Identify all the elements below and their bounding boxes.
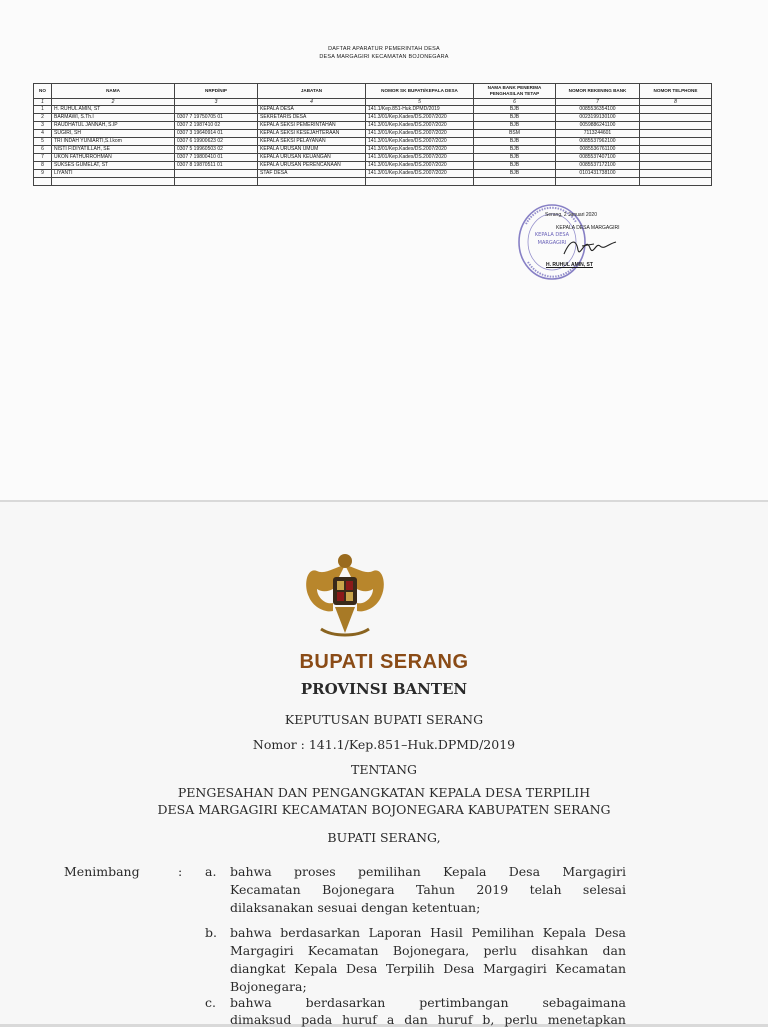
table-cell: STAF DESA xyxy=(258,170,366,178)
table-header-row xyxy=(34,84,712,99)
column-number: 7 xyxy=(556,99,640,106)
table-cell: 0085537407100 xyxy=(556,154,640,162)
table-cell: KEPALA DESA xyxy=(258,106,366,114)
table-row xyxy=(34,114,712,122)
column-header: NOMOR SK BUPATI/KEPALA DESA xyxy=(366,84,474,99)
table-cell xyxy=(640,162,712,170)
table-row-empty xyxy=(34,178,712,186)
table-row xyxy=(34,130,712,138)
menimbang-colon: : xyxy=(178,864,183,879)
table-cell: 2 xyxy=(34,114,52,122)
table-cell xyxy=(640,122,712,130)
table-cell: BJB xyxy=(474,170,556,178)
column-header: NAMA BANK PENERIMA PENGHASILAN TETAP xyxy=(474,84,556,99)
table-cell: KEPALA SEKSI KESEJAHTERAAN xyxy=(258,130,366,138)
column-number: 6 xyxy=(474,99,556,106)
table-cell xyxy=(556,178,640,186)
table-cell xyxy=(258,178,366,186)
table-cell xyxy=(175,178,258,186)
table-cell xyxy=(640,178,712,186)
signature-name: H. RUHUL AMIN, ST xyxy=(546,262,593,268)
table-cell: BJB xyxy=(474,122,556,130)
garuda-emblem-icon xyxy=(295,545,395,645)
table-cell: 9 xyxy=(34,170,52,178)
table-cell: BSM xyxy=(474,130,556,138)
staff-list-page xyxy=(0,0,768,500)
table-cell: 0085536354100 xyxy=(556,106,640,114)
table-cell: 0307 7 19750705 01 xyxy=(175,114,258,122)
table-cell: 0307 5 19960503 02 xyxy=(175,146,258,154)
table-cell: BJB xyxy=(474,114,556,122)
handwritten-signature xyxy=(560,232,620,262)
table-cell xyxy=(640,138,712,146)
table-cell: 0085536761100 xyxy=(556,146,640,154)
table-cell: BJB xyxy=(474,138,556,146)
column-number: 2 xyxy=(52,99,175,106)
point-letter: a. xyxy=(205,864,217,879)
table-cell: 0307 2 1987410 02 xyxy=(175,122,258,130)
column-number: 1 xyxy=(34,99,52,106)
column-header: NOMOR TELPHONE xyxy=(640,84,712,99)
table-cell: BARMAWI, S.Th.I xyxy=(52,114,175,122)
table-cell: 141.3/01/Kep.Kades/DS.2007/2020 xyxy=(366,154,474,162)
table-cell xyxy=(640,146,712,154)
table-cell: 141.3/01/Kep.Kades/DS.2007/2020 xyxy=(366,130,474,138)
table-cell: KEPALA SEKSI PELAYANAN xyxy=(258,138,366,146)
table-cell: SUGIRI, SH xyxy=(52,130,175,138)
table-cell: 0307 8 19870511 01 xyxy=(175,162,258,170)
column-header: NRPD/NIP xyxy=(175,84,258,99)
column-number: 8 xyxy=(640,99,712,106)
table-cell: BJB xyxy=(474,162,556,170)
column-header: NOMOR REKENING BANK xyxy=(556,84,640,99)
point-line: diangkat Kepala Desa Terpilih Desa Margagiri Kecamatan xyxy=(230,961,626,976)
table-row xyxy=(34,138,712,146)
table-cell: 7 xyxy=(34,154,52,162)
point-line: dilaksanakan sesuai dengan ketentuan; xyxy=(230,900,481,915)
table-cell: KEPALA URUSAN UMUM xyxy=(258,146,366,154)
table-cell: SEKRETARIS DESA xyxy=(258,114,366,122)
point-letter: c. xyxy=(205,995,216,1010)
table-cell xyxy=(640,170,712,178)
table-cell: 141.3/01/Kep.Kades/DS.2007/2020 xyxy=(366,170,474,178)
table-cell: 4 xyxy=(34,130,52,138)
point-line: bahwa proses pemilihan Kepala Desa Margagiri xyxy=(230,864,626,879)
table-cell xyxy=(175,106,258,114)
table-cell: 0307 6 19900623 02 xyxy=(175,138,258,146)
column-number: 5 xyxy=(366,99,474,106)
table-cell: 3 xyxy=(34,122,52,130)
table-row xyxy=(34,146,712,154)
column-header: NAMA xyxy=(52,84,175,99)
signature-place-date: Serang, 2 Januari 2020 xyxy=(545,212,597,218)
table-cell: 0023199130100 xyxy=(556,114,640,122)
table-cell: 0085537962100 xyxy=(556,138,640,146)
table-cell xyxy=(474,178,556,186)
svg-text:KEPALA DESA: KEPALA DESA xyxy=(534,232,570,238)
subject-line-2: DESA MARGAGIRI KECAMATAN BOJONEGARA KABUPATEN SERANG xyxy=(157,802,611,817)
table-cell: LIYANTI xyxy=(52,170,175,178)
table-cell: 141.3/01/Kep.Kades/DS.2007/2020 xyxy=(366,146,474,154)
tentang-label: TENTANG xyxy=(350,762,417,777)
column-number: 4 xyxy=(258,99,366,106)
point-line: dimaksud pada huruf a dan huruf b, perlu menetapkan xyxy=(230,1012,626,1027)
table-cell: H. RUHUL AMIN, ST xyxy=(52,106,175,114)
table-cell xyxy=(34,178,52,186)
table-cell: 141.1/Kep.851-Huk.DPMD/2019 xyxy=(366,106,474,114)
point-letter: b. xyxy=(205,925,217,940)
table-cell: 5 xyxy=(34,138,52,146)
header-title: BUPATI SERANG xyxy=(299,651,469,673)
table-cell xyxy=(640,106,712,114)
staff-table xyxy=(33,83,712,186)
table-cell: KEPALA SEKSI PEMERINTAHAN xyxy=(258,122,366,130)
decree-number: Nomor : 141.1/Kep.851–Huk.DPMD/2019 xyxy=(252,737,516,752)
header-subtitle: PROVINSI BANTEN xyxy=(300,680,468,698)
table-cell xyxy=(366,178,474,186)
table-cell: BJB xyxy=(474,146,556,154)
table-cell: 6 xyxy=(34,146,52,154)
signature-position: KEPALA DESA MARGAGIRI xyxy=(556,225,620,231)
table-cell: 141.3/01/Kep.Kades/DS.2007/2020 xyxy=(366,122,474,130)
table-cell xyxy=(640,130,712,138)
column-number-row xyxy=(34,99,712,106)
decree-title: KEPUTUSAN BUPATI SERANG xyxy=(284,712,484,727)
point-line: bahwa berdasarkan Laporan Hasil Pemilihan Kepala Desa xyxy=(230,925,626,940)
issuer-line: BUPATI SERANG, xyxy=(327,830,441,845)
table-cell: 141.3/01/Kep.Kades/DS.2007/2020 xyxy=(366,138,474,146)
point-line: Kecamatan Bojonegara Tahun 2019 telah selesai xyxy=(230,882,626,897)
table-cell xyxy=(640,114,712,122)
table-cell: 141.3/01/Kep.Kades/DS.2007/2020 xyxy=(366,114,474,122)
svg-text:MARGAGIRI: MARGAGIRI xyxy=(537,240,567,246)
table-cell: NISTI FIDIYATILLAH, SE xyxy=(52,146,175,154)
table-cell: 0059886241100 xyxy=(556,122,640,130)
table-cell: KEPALA URUSAN KEUANGAN xyxy=(258,154,366,162)
point-line: Bojonegara; xyxy=(230,979,307,994)
column-number: 3 xyxy=(175,99,258,106)
table-cell: RAUDHATUL JANNAH, S.IP xyxy=(52,122,175,130)
column-header: NO xyxy=(34,84,52,99)
table-cell: 7113244601 xyxy=(556,130,640,138)
table-cell: BJB xyxy=(474,106,556,114)
table-cell: TRI INDAH YUNIARTI,S.I.kom xyxy=(52,138,175,146)
menimbang-label: Menimbang xyxy=(64,864,140,879)
list-subtitle: DESA MARGAGIRI KECAMATAN BOJONEGARA xyxy=(319,54,449,60)
table-cell: 141.3/01/Kep.Kades/DS.2007/2020 xyxy=(366,162,474,170)
table-cell: 0307 7 19800410 01 xyxy=(175,154,258,162)
table-row xyxy=(34,170,712,178)
table-cell: 0101431738100 xyxy=(556,170,640,178)
table-cell: 0085537172100 xyxy=(556,162,640,170)
table-row xyxy=(34,122,712,130)
point-line: Margagiri Kecamatan Bojonegara, perlu disahkan dan xyxy=(230,943,626,958)
table-cell: UKON FATHURROHMAN xyxy=(52,154,175,162)
table-cell: BJB xyxy=(474,154,556,162)
subject-line-1: PENGESAHAN DAN PENGANGKATAN KEPALA DESA TERPILIH xyxy=(177,785,591,800)
table-row xyxy=(34,162,712,170)
point-line: bahwa berdasarkan pertimbangan sebagaimana xyxy=(230,995,626,1010)
table-cell xyxy=(52,178,175,186)
table-cell: KEPALA URUSAN PERENCANAAN xyxy=(258,162,366,170)
table-row xyxy=(34,154,712,162)
list-title: DAFTAR APARATUR PEMERINTAH DESA xyxy=(328,46,440,52)
table-cell xyxy=(175,170,258,178)
table-cell: 8 xyxy=(34,162,52,170)
table-cell: SUKSES GUMELAT, ST xyxy=(52,162,175,170)
table-row xyxy=(34,106,712,114)
table-cell xyxy=(640,154,712,162)
table-cell: 0307 3 19640914 01 xyxy=(175,130,258,138)
table-cell: 1 xyxy=(34,106,52,114)
column-header: JABATAN xyxy=(258,84,366,99)
